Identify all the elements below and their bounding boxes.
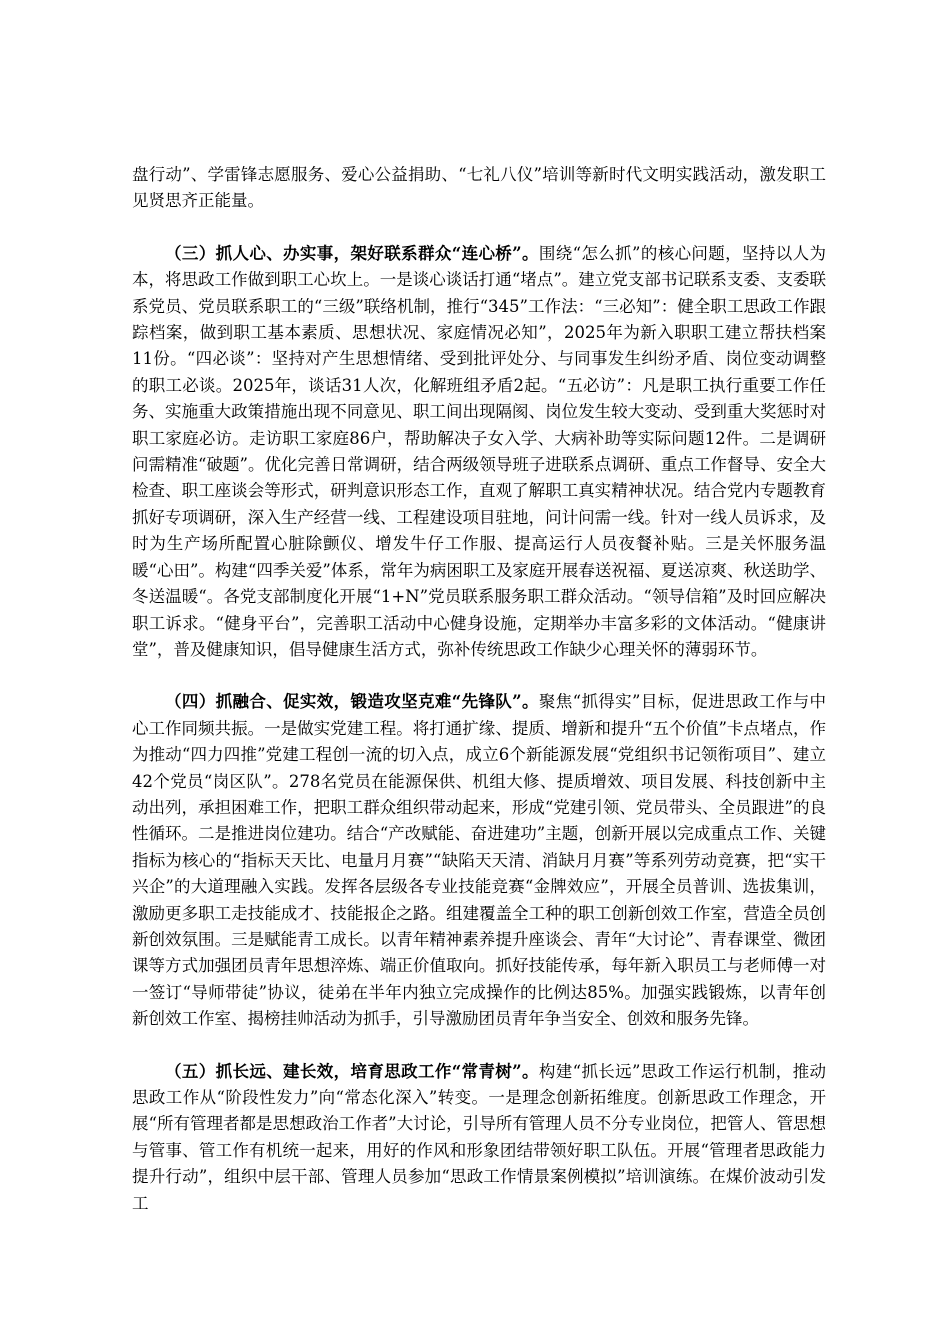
section-heading: （五）抓长远、建长效，培育思政工作“常青树”。 — [165, 1061, 539, 1081]
paragraph-section-5 — [132, 1059, 826, 1217]
paragraph-body: 围绕“怎么抓”的核心问题，坚持以人为本，将思政工作做到职工心坎上。一是谈心谈话打通“堵点”。建立党支部书记联系支委、支委联系党员、党员联系职工的“三级”联络机制，推行“345”工作法：“三必知”：健全职工思政工作跟踪档案，做到职工基本素质、思想状况、家庭情况必知”，2025年为新入职职工建立帮扶档案11份。“四必谈”：坚持对产生思想情绪、受到批评处分、与同事发生纠纷矛盾、岗位变动调整的职工必谈。2025年，谈话31人次，化解班组矛盾2起。“五必访”：凡是职工执行重要工作任务、实施重大政策措施出现不同意见、职工间出现隔阂、岗位发生较大变动、受到重大奖惩时对职工家庭必访。走访职工家庭86户，帮助解决子女入学、大病补助等实际问题12件。二是调研问需精准“破题”。优化完善日常调研，结合两级领导班子进联系点调研、重点工作督导、安全大检查、职工座谈会等形式，研判意识形态工作，直观了解职工真实精神状况。结合党内专题教育抓好专项调研，深入生产经营一线、工程建设项目驻地，问计问需一线。针对一线人员诉求，及时为生产场所配置心脏除颤仪、增发牛仔工作服、提高运行人员夜餐补贴。三是关怀服务温暖“心田”。构建“四季关爱”体系，常年为病困职工及家庭开展春送祝福、夏送凉爽、秋送助学、冬送温暖“。各党支部制度化开展“1+N”党员联系服务职工群众活动。“领导信箱”及时回应解决职工诉求。“健身平台”，完善职工活动中心健身设施，定期举办丰富多彩的文体活动。“健康讲堂”，普及健康知识，倡导健康生活方式，弥补传统思政工作缺少心理关怀的薄弱环节。 — [132, 243, 826, 659]
paragraph-section-3 — [132, 241, 826, 664]
paragraph-continuation — [132, 162, 826, 215]
section-heading: （三）抓人心、办实事，架好联系群众“连心桥”。 — [165, 243, 539, 263]
paragraph-body: 聚焦“抓得实”目标，促进思政工作与中心工作同频共振。一是做实党建工程。将打通扩缘、提质、增新和提升“五个价值”卡点堵点，作为推动“四力四推”党建工程创一流的切入点，成立6个新能源发展“党组织书记领衔项目”、建立42个党员“岗区队”。278名党员在能源保供、机组大修、提质增效、项目发展、科技创新中主动出列，承担困难工作，把职工群众组织带动起来，形成“党建引领、党员带头、全员跟进”的良性循环。二是推进岗位建功。结合“产改赋能、奋进建功”主题，创新开展以完成重点工作、关键指标为核心的“指标天天比、电量月月赛”“缺陷天天清、消缺月月赛”等系列劳动竞赛，把“实干兴企”的大道理融入实践。发挥各层级各专业技能竞赛“金牌效应”，开展全员普训、选拔集训，激励更多职工走技能成才、技能报企之路。组建覆盖全工种的职工创新创效工作室，营造全员创新创效氛围。三是赋能青工成长。以青年精神素养提升座谈会、青年“大讨论”、青春课堂、微团课等方式加强团员青年思想淬炼、端正价值取向。抓好技能传承，每年新入职员工与老师傅一对一签订“导师带徒”协议，徒弟在半年内独立完成操作的比例达85%。加强实践锻炼，以青年创新创效工作室、揭榜挂帅活动为抓手，引导激励团员青年争当安全、创效和服务先锋。 — [132, 692, 826, 1029]
document-body — [132, 162, 826, 1243]
paragraph-section-4 — [132, 689, 826, 1032]
section-heading: （四）抓融合、促实效，锻造攻坚克难“先锋队”。 — [165, 692, 539, 712]
paragraph-body: 盘行动”、学雷锋志愿服务、爱心公益捐助、“七礼八仪”培训等新时代文明实践活动，激发职工见贤思齐正能量。 — [132, 165, 826, 211]
paragraph-body: 构建“抓长远”思政工作运行机制，推动思政工作从“阶段性发力”向“常态化深入”转变。一是理念创新拓维度。创新思政工作理念，开展“所有管理者都是思想政治工作者”大讨论，引导所有管理人员不分专业岗位，把管人、管思想与管事、管工作有机统一起来，用好的作风和形象团结带领好职工队伍。开展“管理者思政能力提升行动”，组织中层干部、管理人员参加“思政工作情景案例模拟”培训演练。在煤价波动引发工 — [132, 1061, 826, 1213]
